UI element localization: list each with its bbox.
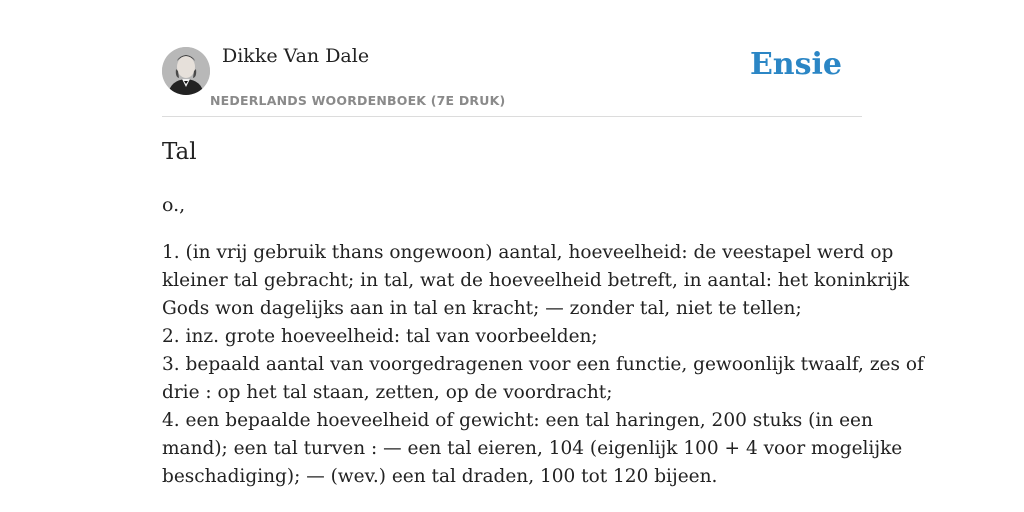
definition-line: beschadiging); — (wev.) een tal draden, 100 tot 120 bijeen. (162, 466, 718, 487)
definition-line: mand); een tal turven : — een tal eieren, 104 (eigenlijk 100 + 4 voor mogelijke (162, 438, 903, 459)
author-avatar[interactable] (162, 47, 210, 95)
entry-card (162, 0, 924, 487)
definition-text (162, 239, 924, 491)
definition-line: kleiner tal gebracht; in tal, wat de hoeveelheid betreft, in aantal: het koninkrijk (162, 270, 910, 291)
author-name[interactable]: Dikke Van Dale (222, 45, 370, 67)
source-subtitle[interactable]: NEDERLANDS WOORDENBOEK (7E DRUK) (210, 93, 506, 108)
brand-logo[interactable]: Ensie (749, 47, 842, 82)
definition-line: 2. inz. grote hoeveelheid: tal van voorbeelden; (162, 326, 598, 347)
entry-header (162, 0, 862, 117)
definition-line: drie : op het tal staan, zetten, op de voordracht; (162, 382, 613, 403)
definition-line: 4. een bepaalde hoeveelheid of gewicht: een tal haringen, 200 stuks (in een (162, 410, 873, 431)
definition-line: Gods won dagelijks aan in tal en kracht; — zonder tal, niet te tellen; (162, 298, 802, 319)
portrait-photo-icon (162, 47, 210, 95)
definition-line: 3. bepaald aantal van voorgedragenen voor een functie, gewoonlijk twaalf, zes of (162, 354, 924, 375)
part-of-speech: o., (162, 194, 186, 216)
entry-title: Tal (162, 139, 197, 165)
definition-line: 1. (in vrij gebruik thans ongewoon) aantal, hoeveelheid: de veestapel werd op (162, 242, 894, 263)
